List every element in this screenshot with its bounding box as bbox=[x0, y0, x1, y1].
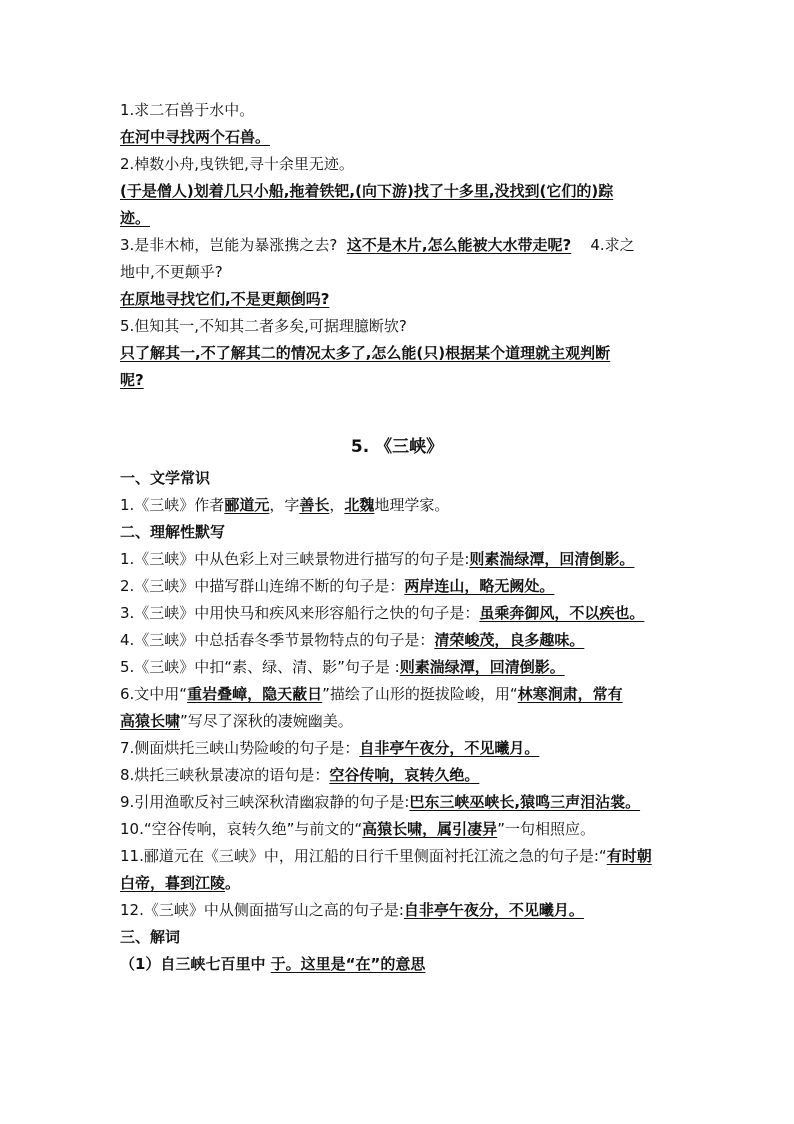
question-1: 1.求二石兽于水中。 bbox=[120, 101, 255, 119]
answer-3: 这不是木片,怎么能被大水带走呢? bbox=[346, 236, 572, 254]
dictation-item-7: 7.侧面烘托三峡山势险峻的句子是：自非亭午夜分，不见曦月。 bbox=[120, 739, 540, 757]
dictation-item-2: 2.《三峡》中描写群山连绵不断的句子是：两岸连山，略无阙处。 bbox=[120, 577, 555, 595]
dictation-item-4: 4.《三峡》中总括春冬季节景物特点的句子是：清荣峻茂，良多趣味。 bbox=[120, 631, 585, 649]
question-4-cont: 地中,不更颠乎? bbox=[120, 263, 223, 281]
answer-5-line-1: 只了解其一,不了解其二的情况太多了,怎么能(只)根据某个道理就主观判断 bbox=[120, 344, 611, 362]
question-3: 3.是非木柿，岂能为暴涨携之去? 这不是木片,怎么能被大水带走呢? 4.求之 bbox=[120, 236, 635, 254]
answer-4: 在原地寻找它们,不是更颠倒吗? bbox=[120, 290, 330, 308]
dictation-item-5: 5.《三峡》中扣“素、绿、清、影”句子是 :则素湍绿潭，回清倒影。 bbox=[120, 658, 565, 676]
question-2: 2.棹数小舟,曳铁钯,寻十余里无迹。 bbox=[120, 155, 354, 173]
dictation-item-12: 12.《三峡》中从侧面描写山之高的句子是:自非亭午夜分，不见曦月。 bbox=[120, 901, 584, 919]
dictation-item-9: 9.引用渔歌反衬三峡深秋清幽寂静的句子是:巴东三峡巫峡长,猿鸣三声泪沾裳。 bbox=[120, 793, 641, 811]
dictation-item-1: 1.《三峡》中从色彩上对三峡景物进行描写的句子是:则素湍绿潭，回清倒影。 bbox=[120, 550, 635, 568]
answer-1: 在河中寻找两个石兽。 bbox=[120, 128, 271, 146]
dictation-item-6: 6.文中用“重岩叠嶂，隐天蔽日”描绘了山形的挺拔险峻，用“林寒涧肃，常有 bbox=[120, 685, 623, 703]
answer-2-line-1: (于是僧人)划着几只小船,拖着铁钯,(向下游)找了十多里,没找到(它们的)踪 bbox=[120, 182, 614, 200]
answer-5-line-2: 呢? bbox=[120, 371, 144, 389]
dictation-item-10: 10.“空谷传响，哀转久绝”与前文的“高猿长啸，属引凄异”一句相照应。 bbox=[120, 820, 595, 838]
answer-2-line-2: 迹。 bbox=[120, 209, 151, 227]
dictation-item-3: 3.《三峡》中用快马和疾风来形容船行之快的句子是：虽乘奔御风，不以疾也。 bbox=[120, 604, 645, 622]
dictation-item-11: 11.郦道元在《三峡》中，用江船的日行千里侧面衬托江流之急的句子是:“有时朝 bbox=[120, 847, 652, 865]
dictation-item-8: 8.烘托三峡秋景凄凉的语句是：空谷传响，哀转久绝。 bbox=[120, 766, 480, 784]
dictation-item-11-cont: 白帝，暮到江陵。 bbox=[120, 874, 241, 892]
heading-vocabulary: 三、解词 bbox=[120, 928, 181, 946]
question-5: 5.但知其一,不知其二者多矣,可据理臆断欤? bbox=[120, 317, 407, 335]
question-4-start: 4.求之 bbox=[590, 236, 635, 254]
section-title: 5. 《三峡》 bbox=[350, 437, 444, 457]
heading-literature: 一、文学常识 bbox=[120, 469, 211, 487]
dictation-item-6-cont: 高猿长啸”写尽了深秋的凄婉幽美。 bbox=[120, 712, 353, 730]
vocabulary-item-1: （1）自三峡七百里中 于。这里是“在”的意思 bbox=[120, 955, 426, 973]
literature-fact: 1.《三峡》作者郦道元，字善长，北魏地理学家。 bbox=[120, 496, 450, 514]
heading-dictation: 二、理解性默写 bbox=[120, 523, 226, 541]
